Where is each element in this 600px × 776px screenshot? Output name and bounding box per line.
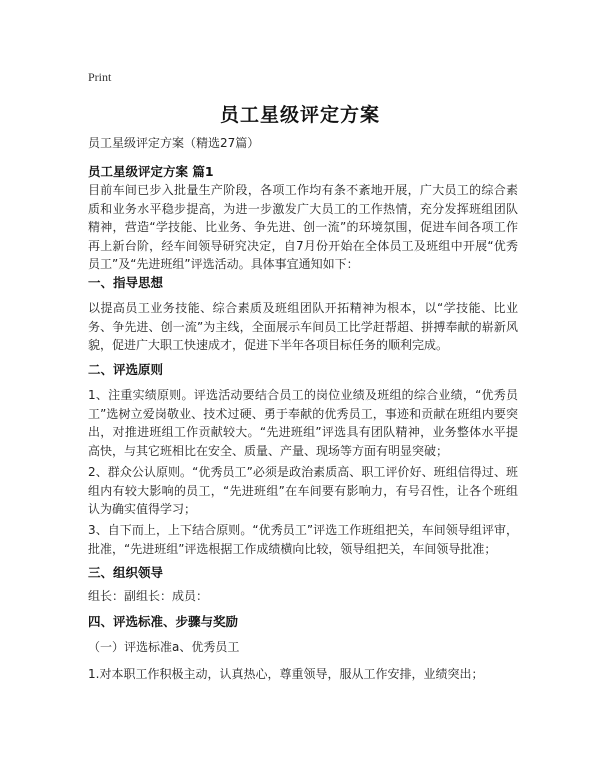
- section-2-paragraph-3: 3、自下而上，上下结合原则。“优秀员工”评选工作班组把关，车间领导组评审，批准，“先进班组”评选根据工作成绩横向比较，领导组把关，车间领导批准；: [88, 523, 518, 556]
- section-4-subheading: （一）评选标准a、优秀员工: [88, 640, 240, 654]
- section-4-heading: 四、评选标准、步骤与奖励: [88, 614, 239, 629]
- article-heading: 员工星级评定方案 篇1: [88, 164, 214, 179]
- document-subtitle: 员工星级评定方案（精选27篇）: [88, 136, 260, 150]
- section-4-item-1: 1.对本职工作积极主动，认真热心，尊重领导，服从工作安排，业绩突出；: [88, 667, 484, 681]
- section-3-text: 组长：副组长：成员：: [88, 589, 209, 603]
- section-2-paragraph-2: 2、群众公认原则。“优秀员工”必须是政治素质高、职工评价好、班组信得过、班组内有较大影响的员工，“先进班组”在车间要有影响力，有号召性，让各个班组认为确实值得学习；: [88, 465, 518, 516]
- page-title: 员工星级评定方案: [219, 104, 380, 126]
- section-2-paragraph-1: 1、注重实绩原则。评选活动要结合员工的岗位业绩及班组的综合业绩，“优秀员工”选树立爱岗敬业、技术过硬、勇于奉献的优秀员工，事迹和贡献在班组内要突出，对推进班组工作贡献较大。“先进班组”评选具有团队精神，业务整体水平提高快，与其它班相比在安全、质量、产量、现场等方面有明显突破；: [88, 388, 518, 458]
- section-2-heading: 二、评选原则: [88, 362, 164, 377]
- section-1-heading: 一、指导思想: [88, 275, 164, 290]
- intro-paragraph: 目前车间已步入批量生产阶段，各项工作均有条不紊地开展，广大员工的综合素质和业务水平稳步提高，为进一步激发广大员工的工作热情，充分发挥班组团队精神，营造“学技能、比业务、争先进、创一流”的环境氛围，促进车间各项工作再上新台阶，经车间领导研究决定，自7月份开始在全体员工及班组中开展“优秀员工”及“先进班组”评选活动。具体事宜通知如下：: [88, 183, 518, 271]
- section-3-heading: 三、组织领导: [88, 565, 164, 580]
- print-label: Print: [88, 70, 112, 84]
- section-1-paragraph: 以提高员工业务技能、综合素质及班组团队开拓精神为根本，以“学技能、比业务、争先进、创一流”为主线，全面展示车间员工比学赶帮超、拼搏奉献的崭新风貌，促进广大职工快速成才，促进下半年各项目标任务的顺利完成。: [88, 301, 518, 352]
